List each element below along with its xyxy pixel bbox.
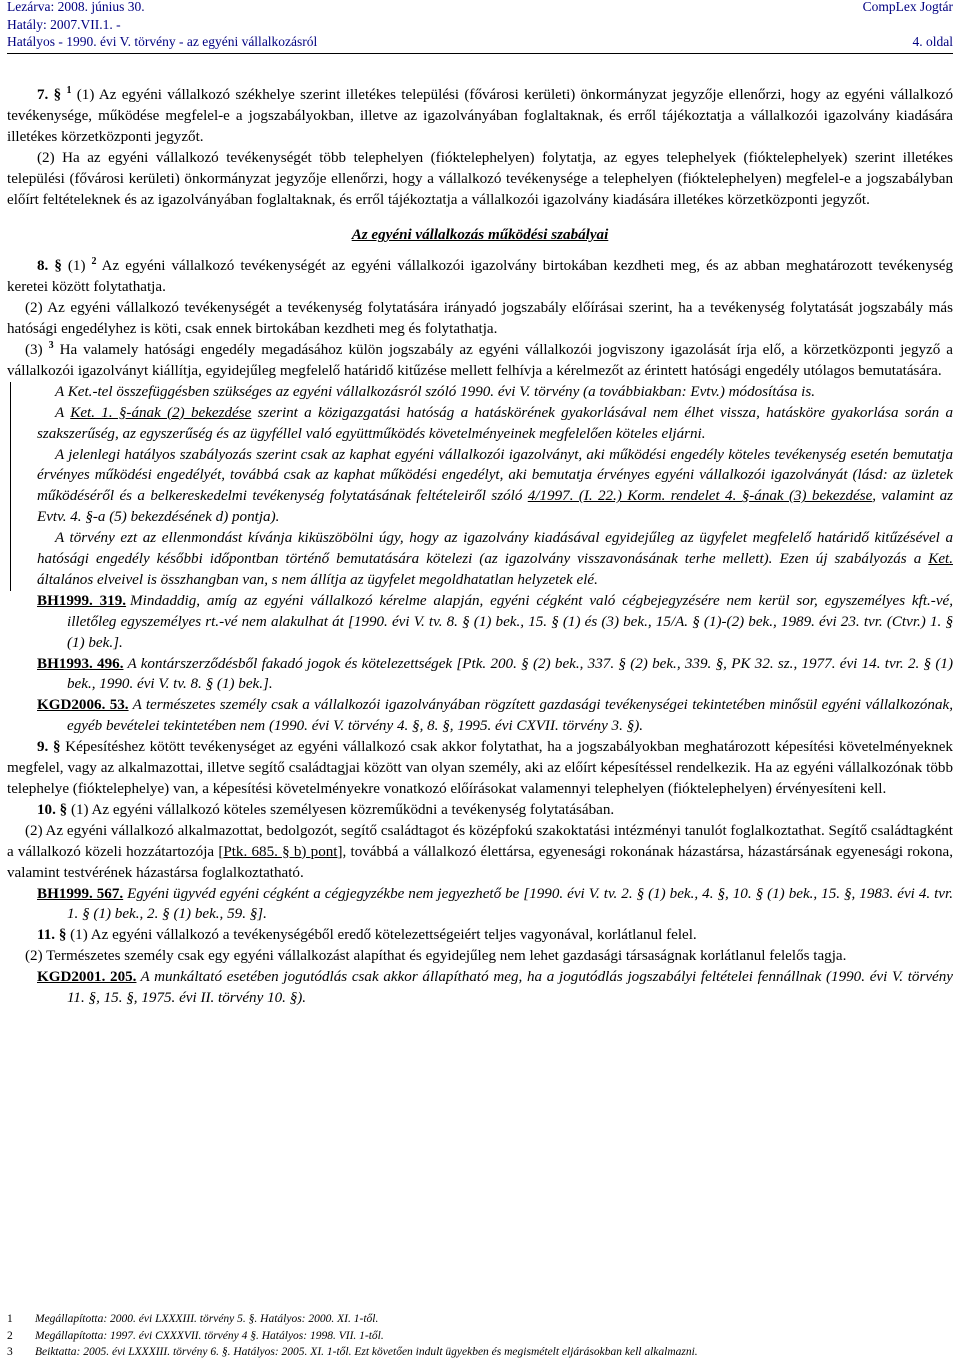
case-citation: KGD2001. 205. A munkáltató esetében jogutódlás csak akkor állapítható meg, ha a jogutódlás jogszabályi feltételei fennállnak (1990. évi V. törvény 11. §, 15. §, 1975. évi II. törvény 10. §). xyxy=(37,969,953,1007)
note-para-4: A törvény ezt az ellenmondást kívánja kiküszöbölni úgy, hogy az igazolvány kiadásával egyidejűleg az ügyfelet megfelelő határidő kitűzésével a hatósági engedély későbbi időpontban történő bemutatására kötelezi (az igazolvány visszavonásának terhe mellett). Ezen új szabályozás a Ket. általános elveivel is összhangban van, s nem állítja az ügyfelet megoldhatatlan helyzetek elé. xyxy=(37,530,953,588)
case-link[interactable]: BH1999. 567. xyxy=(37,885,124,902)
section-8-para-1: 8. § (1) $^2$ Az egyéni vállalkozó tevékenységét az egyéni vállalkozói igazolvány birtokában kezdheti meg, és az abban meghatározott tevékenység keretei között folytathatja. xyxy=(7,256,954,296)
korm-rendelet-link[interactable]: 4/1997. (I. 22.) Korm. rendelet 4. §-ának (3) bekezdése xyxy=(527,488,873,505)
case-link[interactable]: BH1999. 319. xyxy=(37,592,127,609)
case-link[interactable]: BH1993. 496. xyxy=(37,655,124,672)
footnote-ref-2[interactable]: 2 xyxy=(91,256,97,268)
effect-date: Hatály: 2007.VII.1. - xyxy=(7,16,121,32)
page-header xyxy=(7,0,953,54)
section-10-para-2: (2) Az egyéni vállalkozó alkalmazottat, bedolgozót, segítő családtagot és középfokú szakoktatási intézményi tanulót foglalkoztathat. Segítő családtagként a vállalkozó közeli hozzátartozója [Ptk. 685. § b) pont], továbbá a vállalkozó élettársa, egyenesági rokonának házastársa, házastársának egyenesági rokona, valamint testvérének házastársa foglalkoztatható. xyxy=(7,822,953,881)
note-bar xyxy=(10,382,11,591)
case-citation: BH1999. 319. Mindaddig, amíg az egyéni vállalkozó kérelme alapján, egyéni cégként való cégbejegyzésére nem kerül sor, egyszemélyes kft.-vé, illetőleg egyszemélyes rt.-vé nem alakulhat át [1990. évi V. tv. 8. § (1) bek., 15. § (1) és (3) bek., 15/A. § (1)-(2) bek., 1989. évi 23. tvr. (Ctvr.) 1. § (1) bek.]. xyxy=(37,592,953,651)
section-title: Az egyéni vállalkozás működési szabályai xyxy=(351,227,609,244)
ket-link[interactable]: Ket. 1. §-ának (2) bekezdése xyxy=(70,404,252,421)
law-title: Hatályos - 1990. évi V. törvény - az egyéni vállalkozásról xyxy=(7,34,318,49)
footnote: 3 Beiktatta: 2005. évi LXXXIII. törvény 6. §. Hatályos: 2005. XI. 1-től. Ezt követően indult ügyekben és megismételt eljárásokban kell alkalmazni. xyxy=(7,1346,698,1358)
section-9: 9. § Képesítéshez kötött tevékenységet az egyéni vállalkozó csak akkor folytathat, ha a jogszabályokban meghatározott képesítési követelményeknek megfelel, vagy az alkalmazottai, illetve segítő családtagjai között van olyan személy, aki az előírt képesítéssel rendelkezik. Ha az egyéni vállalkozónak több telephelye (fióktelephelye) van, a képesítési követelményekre vonatkozó előírásokat valamennyi telephelyen (fióktelephelyen) érvényesíteni kell. xyxy=(7,739,953,797)
note-para-2: A Ket. 1. §-ának (2) bekezdése szerint a közigazgatási hatóság a hatáskörének gyakorlásával nem élhet vissza, hatásköre gyakorlása során a szakszerűség, az egyszerűség és az ügyféllel való együttműködés követelményeinek megfelelően köteles eljárni. xyxy=(37,404,954,442)
footnote-ref-3[interactable]: 3 xyxy=(48,339,54,351)
ket-link-2[interactable]: Ket. xyxy=(928,551,953,568)
ptk-link[interactable]: Ptk. 685. § b) pont xyxy=(223,843,338,860)
section-7-para-2: (2) Ha az egyéni vállalkozó tevékenységét több telephelyen (fióktelephelyen) folytatja, az egyes telephelyek (fióktelephelyek) szerint illetékes települési (fővárosi kerületi) önkormányzat jegyzője ellenőrzi, hogy a vállalkozó tevékenysége a telephelyen (fióktelephelyen) megfelel-e a jogszabályban előírt feltételeknek és az igazolványában foglaltaknak, és erről tájékoztatja a vállalkozói igazolvány kiadására illetékes körzetközponti jegyzőt. xyxy=(7,149,953,208)
case-link[interactable]: KGD2006. 53. xyxy=(37,697,129,714)
header-rule xyxy=(7,53,953,54)
footnote-ref-1[interactable]: 1 xyxy=(66,85,72,96)
publisher-name: CompLex Jogtár xyxy=(862,0,953,14)
header-left xyxy=(7,0,317,51)
section-10-para-1: 10. § (1) Az egyéni vállalkozó köteles személyesen közreműködni a tevékenység folytatásában. xyxy=(37,801,615,818)
page-number: 4. oldal xyxy=(912,34,953,49)
commentary-note xyxy=(37,382,953,591)
case-citation: BH1999. 567. Egyéni ügyvéd egyéni cégként a cégjegyzékbe nem jegyezhető be [1990. évi V. tv. 2. § (1) bek., 4. §, 10. § (1) bek., 15. §, 1983. évi 4. tvr. 1. § (1) bek., 2. § (1) bek., 59. §]. xyxy=(37,885,953,923)
case-citation: BH1993. 496. A kontárszerződésből fakadó jogok és kötelezettségek [Ptk. 200. § (2) bek., 337. § (2) bek., 339. §, PK 32. sz., 1977. évi 14. tvr. 2. § (1) bek., 1990. évi V. tv. 8. § (1) bek.]. xyxy=(37,655,953,693)
note-para-3: A jelenlegi hatályos szabályozás szerint csak az kaphat egyéni vállalkozói igazolványt, aki működési engedély köteles tevékenység esetén bemutatja érvényes működési engedélyét, továbbá csak az kaphat működési engedélyt, aki bemutatja érvényes egyéni vállalkozói igazolványát (lásd: az üzletek működéséről és a belkereskedelmi tevékenység folytatásának feltételeiről szóló 4/1997. (I. 22.) Korm. rendelet 4. §-ának (3) bekezdése, valamint az Evtv. 4. §-a (5) bekezdésének d) pontja). xyxy=(37,446,954,526)
section-8-para-2: (2) Az egyéni vállalkozó tevékenységét a tevékenység folytatására irányadó jogszabály előírásai szerint, ha a tevékenység folytatását jogszabály más hatósági engedélyhez is köti, csak ennek birtokában kezdheti meg és folytathatja. xyxy=(7,300,953,338)
section-7-para-1: 7. § $^1$ (1) Az egyéni vállalkozó székhelye szerint illetékes települési (fővárosi kerületi) önkormányzat jegyzője ellenőrzi, hogy az egyéni vállalkozó tevékenysége, működése megfelel-e a jogszabályokban, illetve az igazolványában foglaltaknak, és erről tájékoztatja a vállalkozói igazolvány kiadására illetékes körzetközponti jegyzőt. xyxy=(7,85,954,145)
section-11-para-1: 11. § (1) Az egyéni vállalkozó a tevékenységéből eredő kötelezettségeiért teljes vagyonával, korlátlanul felel. xyxy=(37,927,697,944)
closing-date: Lezárva: 2008. június 30. xyxy=(7,0,145,14)
footnotes xyxy=(7,1311,953,1361)
section-11-para-2: (2) Természetes személy csak egy egyéni vállalkozást alapíthat és egyidejűleg nem lehet gazdasági társaságnak korlátlanul felelős tagja. xyxy=(25,948,847,965)
footnote: 2 Megállapította: 1997. évi CXXXVII. törvény 4 §. Hatályos: 1998. VII. 1-től. xyxy=(7,1329,384,1342)
note-para-1: A Ket.-tel összefüggésben szükséges az egyéni vállalkozásról szóló 1990. évi V. törvény (a továbbiakban: Evtv.) módosítása is. xyxy=(55,383,816,400)
section-8-para-3: (3) $^3$ Ha valamely hatósági engedély megadásához külön jogszabály az egyéni vállalkozói jogviszony igazolását írja elő, a körzetközponti jegyző a vállalkozói igazolványt kiállítja, egyidejűleg megfelelő határidő kitűzése mellett felhívja a kérelmezőt az érintett hatósági engedély utólagos bemutatására. xyxy=(7,339,953,379)
case-link[interactable]: KGD2001. 205. xyxy=(37,969,137,986)
document-body xyxy=(7,85,953,1009)
footnote: 1 Megállapította: 2000. évi LXXXIII. törvény 5. §. Hatályos: 2000. XI. 1-től. xyxy=(7,1313,379,1325)
case-citation: KGD2006. 53. A természetes személy csak a vállalkozói igazolványában rögzített gazdasági tevékenységei tekintetében minősül egyéni vállalkozónak, egyéb bevételei tekintetében nem (1990. évi V. törvény 4. §, 8. §, 1995. évi CXVII. törvény 3. §). xyxy=(37,697,953,735)
